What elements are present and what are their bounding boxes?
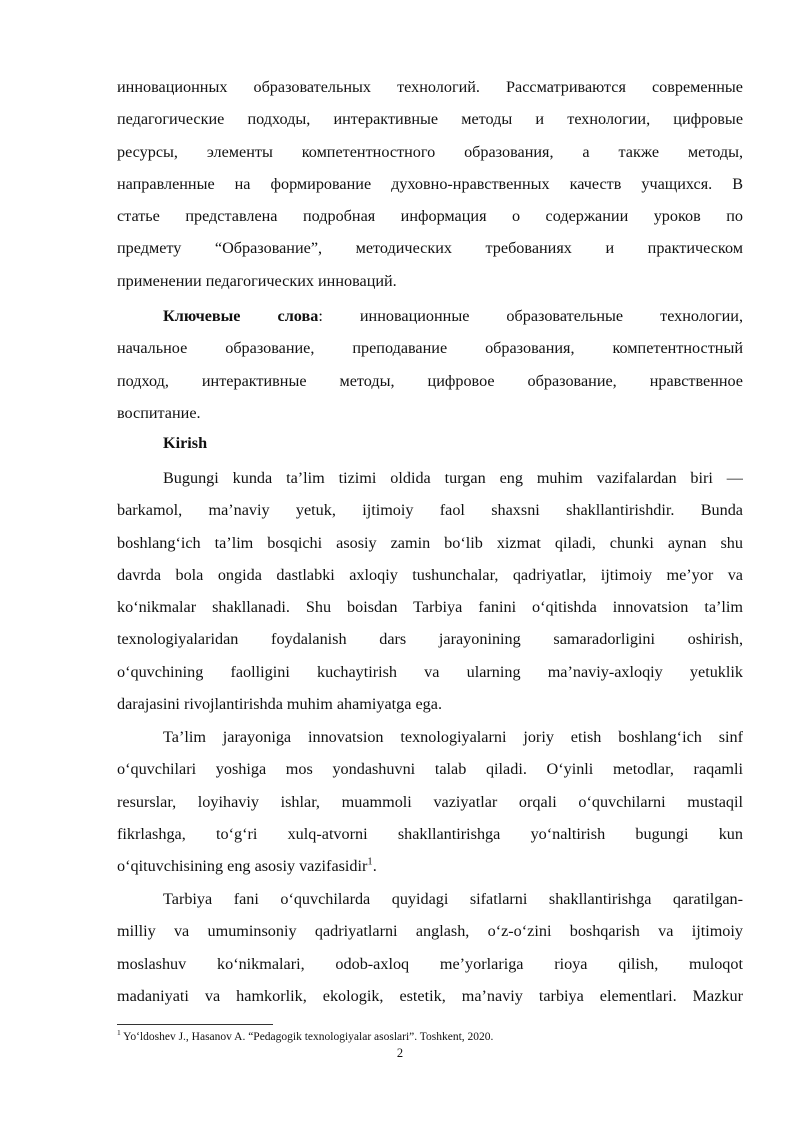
- text-line: подход, интерактивные методы, цифровое образование, нравственное: [117, 371, 743, 390]
- text-line: [117, 850, 743, 882]
- text-line: fikrlashga, to‘g‘ri xulq-atvorni shakllantirishga yo‘naltirish bugungi kun: [117, 824, 743, 843]
- text-line: o‘quvchining faolligini kuchaytirish va ularning ma’naviy-axloqiy yetuklik: [117, 662, 743, 681]
- keywords-text: инновационные образовательные технологии,: [322, 307, 743, 325]
- text-line: Tarbiya fani o‘quvchilarda quyidagi sifatlarni shakllantirishga qaratilgan-: [163, 890, 743, 908]
- abstract-paragraph: [117, 71, 743, 297]
- keywords-label: Ключевые слова: [163, 307, 319, 325]
- footnote-separator: [117, 1024, 273, 1025]
- footnote: [117, 1030, 493, 1044]
- text-line: педагогические подходы, интерактивные методы и технологии, цифровые: [117, 110, 743, 129]
- footnote-reference[interactable]: 1: [367, 856, 373, 868]
- text-line: применении педагогических инноваций.: [117, 271, 397, 290]
- text-line: o‘quvchilari yoshiga mos yondashuvni talab qiladi. O‘yinli metodlar, raqamli: [117, 760, 743, 779]
- body-paragraph: [117, 721, 743, 882]
- footnote-text: Yo‘ldoshev J., Hasanov A. “Pedagogik texnologiyalar asoslari”. Toshkent, 2020.: [120, 1031, 494, 1043]
- text-line: воспитание.: [117, 403, 201, 422]
- text-line: darajasini rivojlantirishda muhim ahamiyatga ega.: [117, 695, 442, 714]
- body-paragraph: [117, 462, 743, 720]
- keywords-first-line: [117, 300, 743, 332]
- text-line: barkamol, ma’naviy yetuk, ijtimoiy faol shaxsni shakllantirishdir. Bunda: [117, 501, 743, 520]
- text-line: предмету “Образование”, методических требованиях и практическом: [117, 239, 743, 258]
- text-line: статье представлена подробная информация о содержании уроков по: [117, 207, 743, 226]
- text-line-end: .: [372, 857, 377, 876]
- text-line: texnologiyalaridan foydalanish dars jarayonining samaradorligini oshirish,: [117, 630, 743, 649]
- text-line: boshlang‘ich ta’lim bosqichi asosiy zamin bo‘lib xizmat qiladi, chunki aynan shu: [117, 533, 743, 552]
- text-line: milliy va umuminsoniy qadriyatlarni anglash, o‘z-o‘zini boshqarish va ijtimoiy: [117, 922, 743, 941]
- body-paragraph: [117, 883, 743, 1012]
- text-line: moslashuv ko‘nikmalari, odob-axloq me’yorlariga rioya qilish, muloqot: [117, 954, 743, 973]
- text-line-part: o‘qituvchisining eng asosiy vazifasidir: [117, 857, 368, 876]
- page-number: 2: [396, 1046, 404, 1060]
- section-heading: Kirish: [163, 434, 208, 452]
- footnote-number: 1: [117, 1028, 121, 1038]
- keywords-colon: :: [318, 307, 323, 325]
- text-line: Bugungi kunda ta’lim tizimi oldida turgan eng muhim vazifalardan biri —: [163, 469, 743, 487]
- keywords-paragraph: [117, 300, 743, 429]
- text-line: resurslar, loyihaviy ishlar, muammoli vaziyatlar orqali o‘quvchilarni mustaqil: [117, 792, 743, 811]
- text-line: ресурсы, элементы компетентностного образования, а также методы,: [117, 142, 743, 161]
- text-line: madaniyati va hamkorlik, ekologik, estetik, ma’naviy tarbiya elementlari. Mazkur: [117, 986, 743, 1005]
- text-line: davrda bola ongida dastlabki axloqiy tushunchalar, qadriyatlar, ijtimoiy me’yor va: [117, 565, 743, 584]
- text-line: ko‘nikmalar shakllanadi. Shu boisdan Tarbiya fanini o‘qitishda innovatsion ta’lim: [117, 598, 743, 617]
- text-line: Ta’lim jarayoniga innovatsion texnologiyalarni joriy etish boshlang‘ich sinf: [163, 728, 743, 746]
- text-line: инновационных образовательных технологий. Рассматриваются современные: [117, 78, 743, 96]
- text-line: направленные на формирование духовно-нравственных качеств учащихся. В: [117, 174, 743, 193]
- text-line: начальное образование, преподавание образования, компетентностный: [117, 339, 743, 358]
